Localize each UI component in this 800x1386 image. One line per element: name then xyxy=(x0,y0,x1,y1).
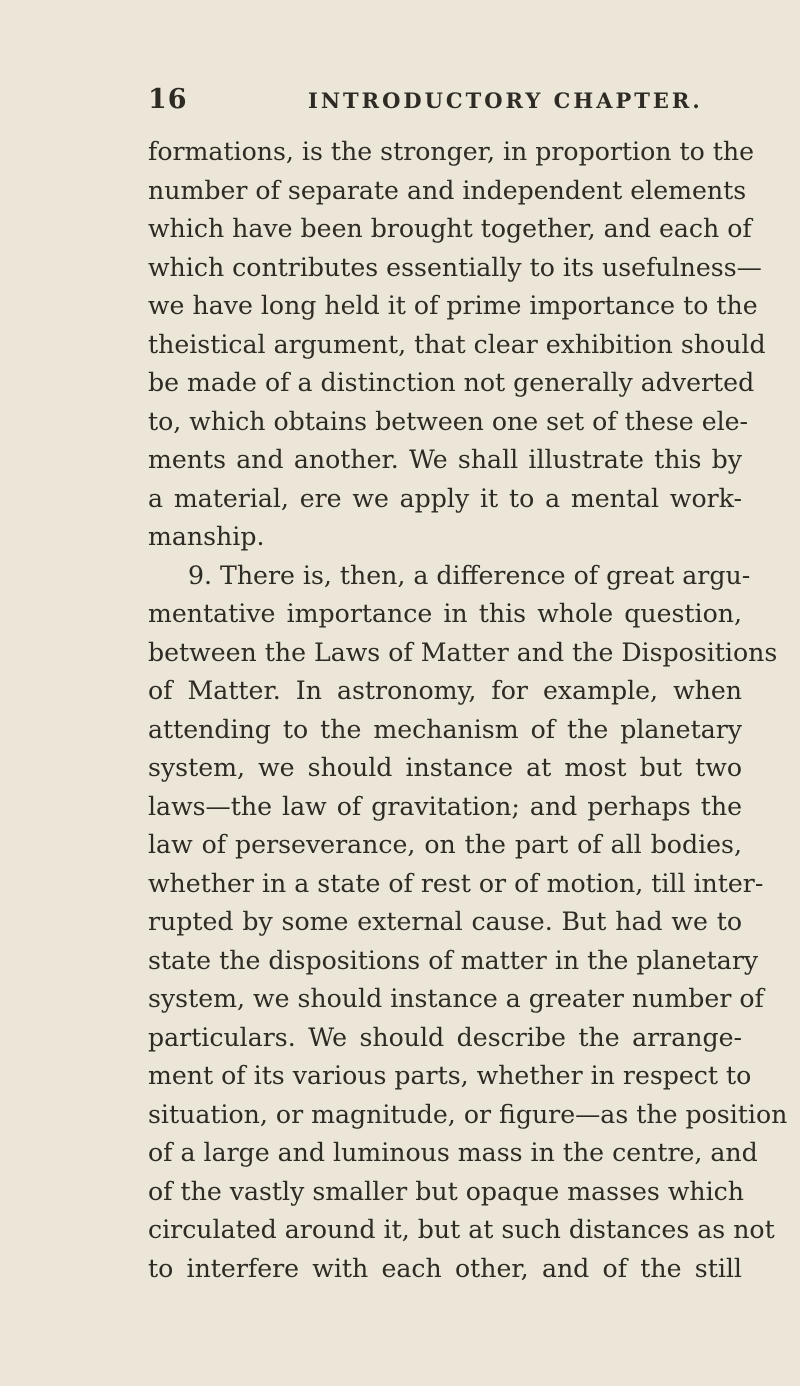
text-line: system, we should instance a greater number of xyxy=(148,984,764,1013)
text-line: number of separate and independent elements xyxy=(148,175,747,205)
text-line: of a large and luminous mass in the centre, and xyxy=(148,1138,758,1167)
running-head xyxy=(148,84,742,120)
text-line: theistical argument, that clear exhibition should xyxy=(148,329,766,359)
text-line: of Matter. In astronomy, for example, when xyxy=(148,676,742,705)
text-line: which have been brought together, and each of xyxy=(148,214,752,243)
page-number: 16 xyxy=(148,84,188,115)
text-line: a material, ere we apply it to a mental work- xyxy=(148,483,742,513)
text-line: situation, or magnitude, or figure—as the position xyxy=(148,1099,788,1129)
text-line: we have long held it of prime importance to the xyxy=(148,291,758,320)
text-line: to interfere with each other, and of the still xyxy=(148,1253,742,1283)
paragraph-start-line: 9. There is, then, a difference of great argu- xyxy=(188,560,751,590)
text-line: rupted by some external cause. But had we to xyxy=(148,907,742,936)
text-line: state the dispositions of matter in the planetary xyxy=(148,945,759,975)
text-line: to, which obtains between one set of these ele- xyxy=(148,406,749,436)
text-line: ment of its various parts, whether in respect to xyxy=(148,1061,752,1090)
body-text xyxy=(148,133,788,1288)
text-line: between the Laws of Matter and the Dispositions xyxy=(148,637,778,667)
text-line: whether in a state of rest or of motion, till inter- xyxy=(148,868,764,898)
text-line: particulars. We should describe the arrange- xyxy=(148,1022,742,1052)
text-line: system, we should instance at most but two xyxy=(148,753,742,782)
text-line: ments and another. We shall illustrate this by xyxy=(148,445,742,474)
text-line: which contributes essentially to its usefulness— xyxy=(148,252,762,282)
text-line: formations, is the stronger, in proportion to the xyxy=(148,137,755,166)
text-line: of the vastly smaller but opaque masses which xyxy=(148,1176,745,1206)
text-line: circulated around it, but at such distances as not xyxy=(148,1215,775,1244)
text-line: manship. xyxy=(148,522,265,551)
text-line: mentative importance in this whole question, xyxy=(148,599,742,628)
text-line: laws—the law of gravitation; and perhaps the xyxy=(148,791,742,821)
text-line: attending to the mechanism of the planetary xyxy=(148,714,742,744)
chapter-title: INTRODUCTORY CHAPTER. xyxy=(308,88,703,113)
text-line: be made of a distinction not generally adverted xyxy=(148,368,755,397)
text-line: law of perseverance, on the part of all bodies, xyxy=(148,830,742,859)
